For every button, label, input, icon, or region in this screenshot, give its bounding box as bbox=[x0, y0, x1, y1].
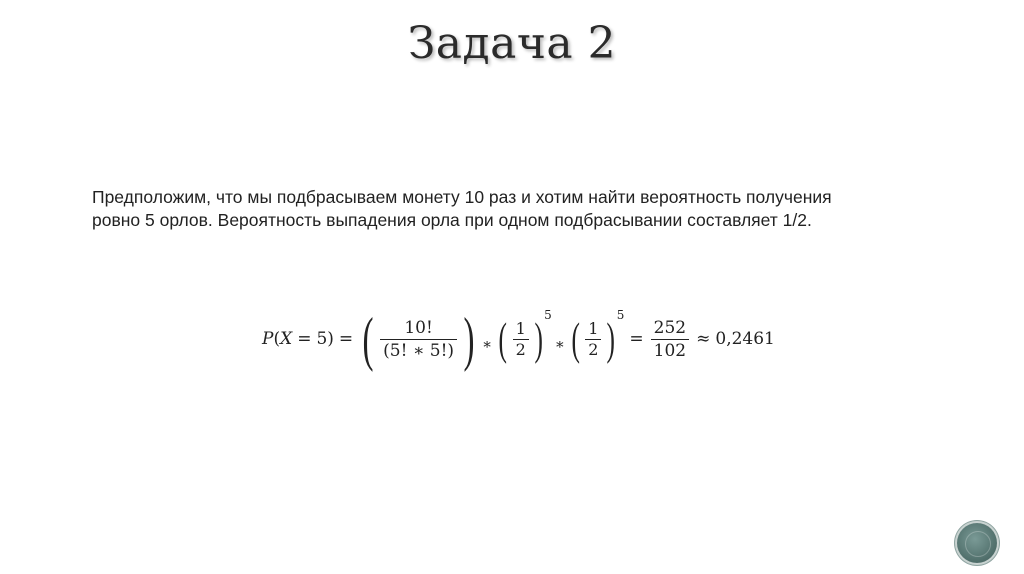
formula-eq-2: = bbox=[629, 329, 644, 349]
result-fraction-denominator: 102 bbox=[653, 340, 687, 361]
slide-nav-circle-icon[interactable] bbox=[957, 523, 997, 563]
formula-p: P bbox=[262, 329, 274, 349]
formula-open-paren: ( bbox=[273, 329, 281, 349]
formula-big-paren-right: ) bbox=[463, 306, 475, 372]
formula-half-1-paren-left: ( bbox=[498, 313, 508, 364]
formula-multiply-1: ∗ bbox=[482, 335, 493, 353]
formula-inner-eq: = bbox=[297, 329, 312, 349]
half-2-numerator: 1 bbox=[588, 318, 599, 338]
formula-approx: ≈ bbox=[696, 329, 711, 349]
formula-half-1 bbox=[513, 319, 529, 360]
formula-exponent-1: 5 bbox=[544, 308, 552, 322]
half-1-numerator: 1 bbox=[515, 318, 526, 338]
formula-result-fraction bbox=[651, 317, 689, 362]
formula-lhs-value: 5) bbox=[316, 329, 334, 349]
slide-title: Задача 2 bbox=[407, 18, 617, 69]
formula-multiply-2: ∗ bbox=[554, 335, 565, 353]
formula-big-paren-left: ( bbox=[362, 306, 374, 372]
problem-text bbox=[92, 186, 952, 232]
problem-text-line-2: ровно 5 орлов. Вероятность выпадения орла при одном подбрасывании составляет 1/2. bbox=[92, 210, 812, 230]
formula-half-2-paren-left: ( bbox=[571, 313, 580, 364]
formula-half-1-paren-right: ) bbox=[534, 313, 543, 364]
formula-fraction-factorial bbox=[380, 317, 457, 362]
probability-formula bbox=[262, 304, 775, 374]
formula-result: 0,2461 bbox=[715, 329, 775, 349]
formula-exponent-2: 5 bbox=[616, 308, 625, 322]
fraction-factorial-denominator: (5! ∗ 5!) bbox=[383, 340, 455, 361]
formula-half-2-paren-right: ) bbox=[606, 313, 616, 364]
slide-nav-circle-inner bbox=[965, 531, 991, 557]
formula-x: X bbox=[280, 329, 293, 349]
half-2-denominator: 2 bbox=[588, 339, 599, 359]
fraction-factorial-numerator: 10! bbox=[404, 317, 433, 338]
formula-half-2 bbox=[585, 319, 601, 360]
problem-text-line-1: Предположим, что мы подбрасываем монету 10 раз и хотим найти вероятность получения bbox=[92, 187, 832, 207]
formula-eq-1: = bbox=[338, 329, 354, 349]
result-fraction-numerator: 252 bbox=[653, 317, 687, 338]
half-1-denominator: 2 bbox=[515, 339, 526, 359]
